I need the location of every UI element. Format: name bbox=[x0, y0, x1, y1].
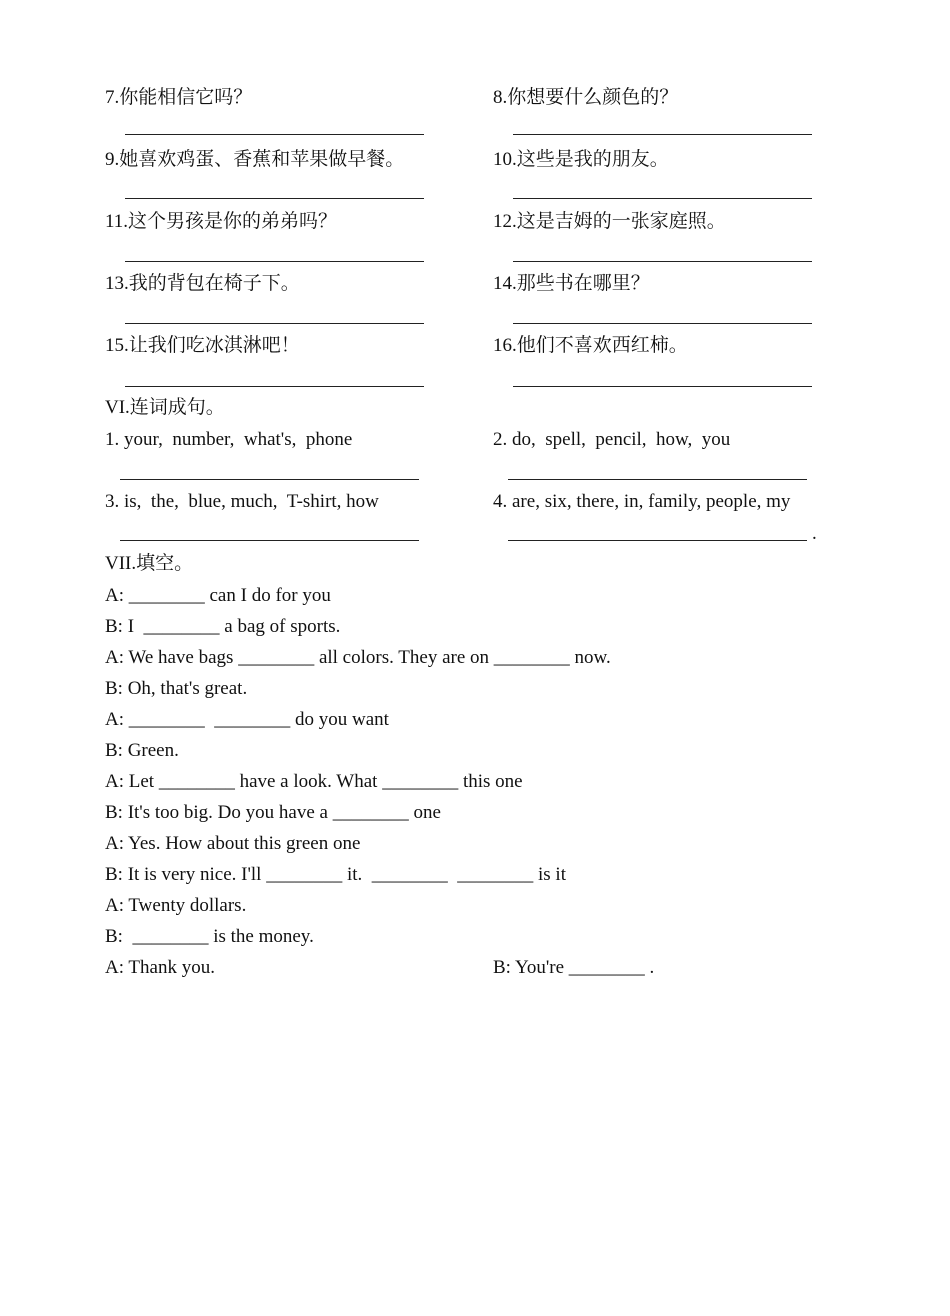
sentence-answer-line-1[interactable] bbox=[120, 479, 419, 480]
dialogue-last-reply: B: You're ________ . bbox=[493, 957, 655, 978]
translation-item-16: 16.他们不喜欢西红柿。 bbox=[493, 335, 688, 356]
sentence-item-3: 3. is, the, blue, much, T-shirt, how bbox=[105, 491, 379, 512]
dialogue-line: B: It is very nice. I'll ________ it. ________ ________ is it bbox=[105, 864, 566, 885]
dialogue-line: B: It's too big. Do you have a ________ one bbox=[105, 802, 441, 823]
sentence-answer-line-2[interactable] bbox=[508, 479, 807, 480]
answer-line-10[interactable] bbox=[513, 198, 812, 199]
translation-item-12: 12.这是吉姆的一张家庭照。 bbox=[493, 211, 726, 232]
sentence-end-mark: . bbox=[812, 523, 817, 544]
section-6-heading: VI.连词成句。 bbox=[105, 397, 225, 418]
dialogue-line: B: Green. bbox=[105, 740, 179, 761]
sentence-item-4: 4. are, six, there, in, family, people, my bbox=[493, 491, 791, 512]
translation-item-15: 15.让我们吃冰淇淋吧！ bbox=[105, 335, 300, 356]
dialogue-line: A: ________ can I do for you bbox=[105, 585, 331, 606]
dialogue-line: A: Let ________ have a look. What ________ this one bbox=[105, 771, 523, 792]
sentence-item-2: 2. do, spell, pencil, how, you bbox=[493, 429, 731, 450]
answer-line-14[interactable] bbox=[513, 323, 812, 324]
sentence-answer-line-4[interactable] bbox=[508, 540, 807, 541]
translation-item-10: 10.这些是我的朋友。 bbox=[493, 149, 669, 170]
dialogue-line: A: We have bags ________ all colors. They are on ________ now. bbox=[105, 647, 611, 668]
translation-item-11: 11.这个男孩是你的弟弟吗？ bbox=[105, 211, 338, 232]
answer-line-13[interactable] bbox=[125, 323, 424, 324]
section-7-heading: VII.填空。 bbox=[105, 553, 194, 574]
dialogue-line: A: ________ ________ do you want bbox=[105, 709, 389, 730]
dialogue-line: B: Oh, that's great. bbox=[105, 678, 248, 699]
translation-item-13: 13.我的背包在椅子下。 bbox=[105, 273, 300, 294]
translation-item-8: 8.你想要什么颜色的？ bbox=[493, 87, 679, 108]
translation-item-7: 7.你能相信它吗？ bbox=[105, 87, 253, 108]
answer-line-7[interactable] bbox=[125, 134, 424, 135]
dialogue-line: B: I ________ a bag of sports. bbox=[105, 616, 341, 637]
answer-line-12[interactable] bbox=[513, 261, 812, 262]
sentence-item-1: 1. your, number, what's, phone bbox=[105, 429, 353, 450]
answer-line-16[interactable] bbox=[513, 386, 812, 387]
answer-line-8[interactable] bbox=[513, 134, 812, 135]
dialogue-line: B: ________ is the money. bbox=[105, 926, 314, 947]
sentence-answer-line-3[interactable] bbox=[120, 540, 419, 541]
dialogue-line: A: Twenty dollars. bbox=[105, 895, 247, 916]
dialogue-line: A: Yes. How about this green one bbox=[105, 833, 361, 854]
answer-line-15[interactable] bbox=[125, 386, 424, 387]
answer-line-11[interactable] bbox=[125, 261, 424, 262]
translation-item-9: 9.她喜欢鸡蛋、香蕉和苹果做早餐。 bbox=[105, 149, 405, 170]
translation-item-14: 14.那些书在哪里？ bbox=[493, 273, 650, 294]
dialogue-line: A: Thank you. bbox=[105, 957, 215, 978]
answer-line-9[interactable] bbox=[125, 198, 424, 199]
